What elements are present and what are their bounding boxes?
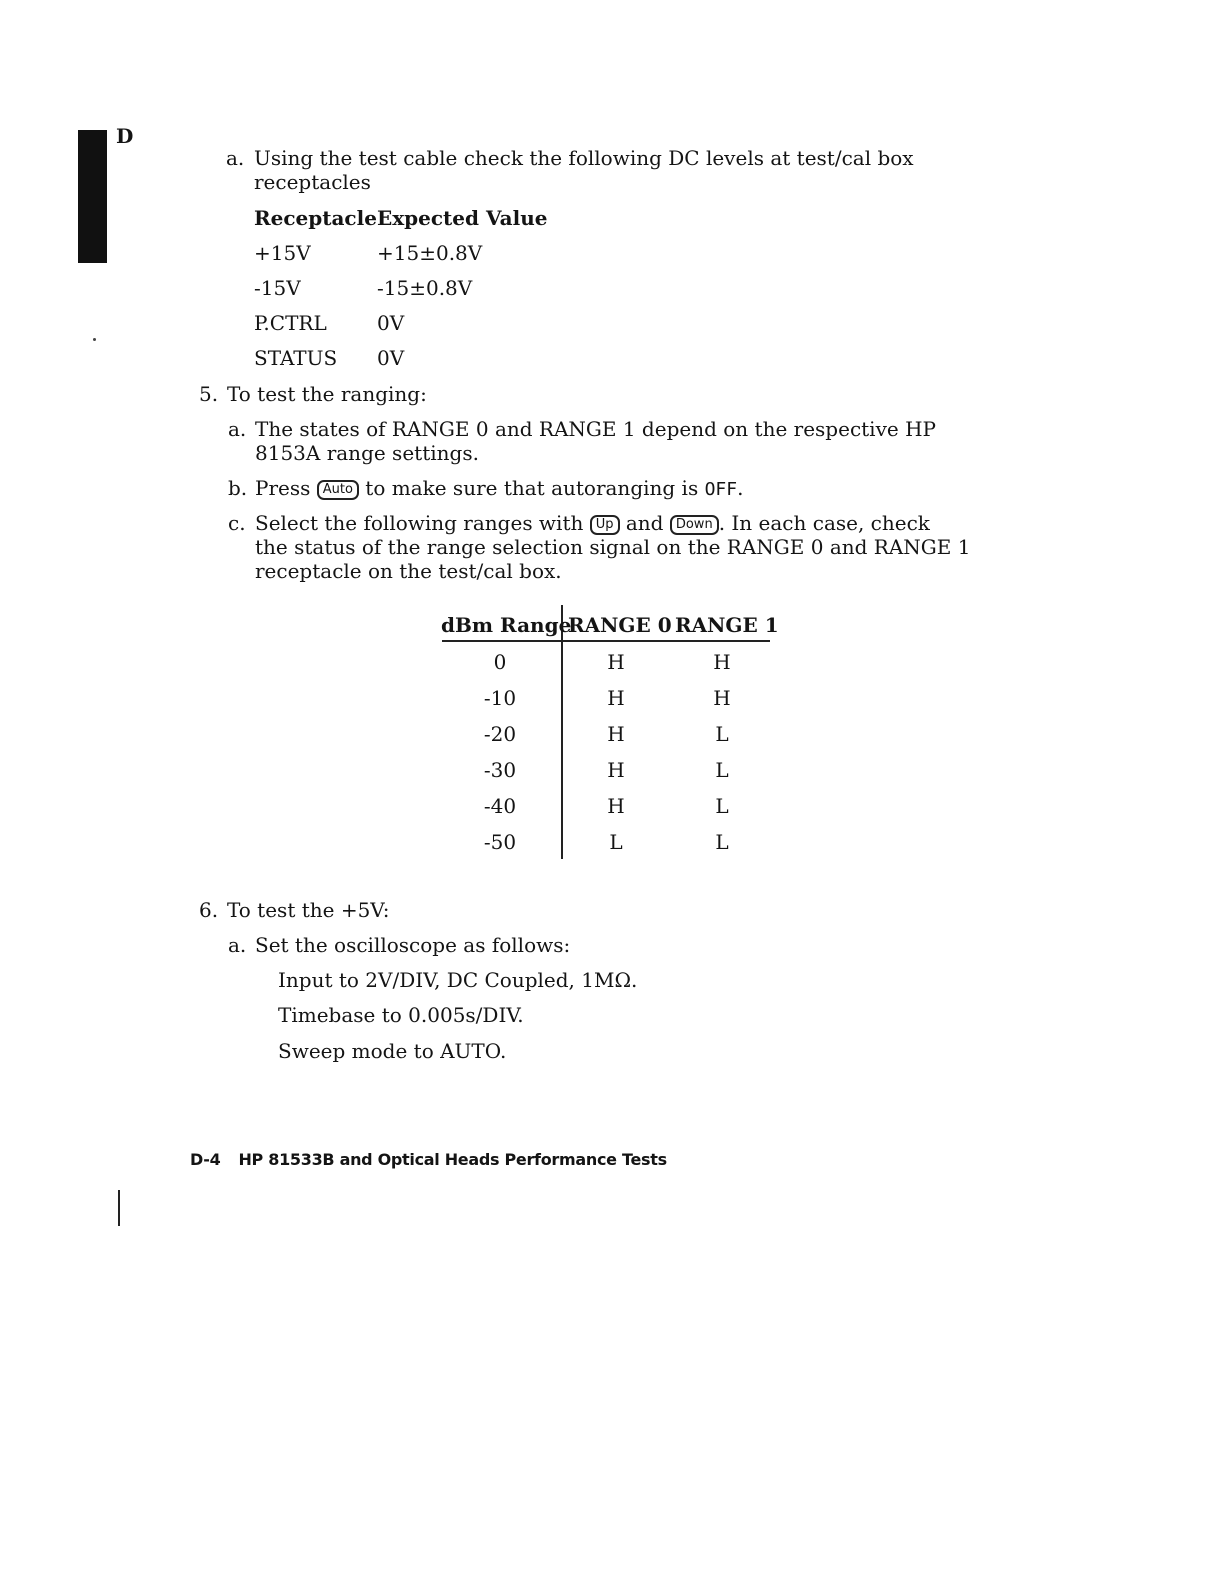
step5b-post: to make sure that autoranging is bbox=[365, 476, 699, 500]
section-tab-bar bbox=[78, 130, 107, 263]
levels-cell: P.CTRL bbox=[254, 311, 327, 335]
step5c-line1 bbox=[255, 511, 930, 535]
step5c-line3: receptacle on the test/cal box. bbox=[255, 559, 562, 583]
step5b-line bbox=[255, 476, 743, 500]
range-cell: -10 bbox=[483, 686, 517, 710]
section-tab-letter: D bbox=[116, 124, 134, 148]
page-number: D-4 bbox=[190, 1150, 221, 1169]
step6a-marker: a. bbox=[228, 933, 247, 957]
step5b-code: OFF bbox=[704, 479, 738, 500]
levels-cell: +15±0.8V bbox=[377, 241, 483, 265]
auto-key: Auto bbox=[317, 480, 359, 500]
step-a1-line2: receptacles bbox=[254, 170, 371, 194]
range-cell: H bbox=[607, 722, 625, 746]
scope-setting: Input to 2V/DIV, DC Coupled, 1MΩ. bbox=[278, 968, 638, 992]
step5b-pre: Press bbox=[255, 476, 311, 500]
step6-text: To test the +5V: bbox=[227, 898, 390, 922]
step5b-marker: b. bbox=[228, 476, 248, 500]
step5c-mid: and bbox=[625, 511, 664, 535]
page-footer bbox=[190, 1150, 667, 1169]
step5a-marker: a. bbox=[228, 417, 247, 441]
step5b-end: . bbox=[737, 476, 744, 500]
step5c-post: . In each case, check bbox=[718, 511, 930, 535]
step-a1-line1: Using the test cable check the following DC levels at test/cal box bbox=[254, 146, 914, 170]
range-cell: H bbox=[607, 650, 625, 674]
range-header-dbm: dBm Range bbox=[441, 613, 572, 637]
levels-cell: STATUS bbox=[254, 346, 338, 370]
step5-number: 5. bbox=[199, 382, 219, 406]
step6-number: 6. bbox=[199, 898, 219, 922]
down-key: Down bbox=[670, 515, 719, 535]
range-table-divider bbox=[561, 605, 563, 859]
range-cell: H bbox=[713, 686, 731, 710]
step-a1-marker: a. bbox=[226, 146, 245, 170]
range-header-range0: RANGE 0 bbox=[568, 613, 672, 637]
scope-setting: Timebase to 0.005s/DIV. bbox=[278, 1003, 524, 1027]
range-cell: H bbox=[713, 650, 731, 674]
levels-header-receptacle: Receptacle bbox=[254, 206, 377, 230]
levels-header-expected: Expected Value bbox=[377, 206, 548, 230]
range-header-range1: RANGE 1 bbox=[675, 613, 779, 637]
range-cell: -30 bbox=[483, 758, 517, 782]
levels-cell: 0V bbox=[377, 346, 405, 370]
range-table-rule bbox=[442, 640, 770, 642]
range-cell: -20 bbox=[483, 722, 517, 746]
step5c-pre: Select the following ranges with bbox=[255, 511, 584, 535]
range-cell: L bbox=[715, 722, 729, 746]
step5c-marker: c. bbox=[228, 511, 246, 535]
range-cell: -40 bbox=[483, 794, 517, 818]
range-cell: -50 bbox=[483, 830, 517, 854]
range-cell: 0 bbox=[493, 650, 507, 674]
scope-setting: Sweep mode to AUTO. bbox=[278, 1039, 507, 1063]
margin-mark bbox=[118, 1190, 120, 1226]
range-cell: H bbox=[607, 686, 625, 710]
range-cell: H bbox=[607, 758, 625, 782]
range-cell: L bbox=[715, 758, 729, 782]
levels-cell: -15±0.8V bbox=[377, 276, 473, 300]
levels-cell: -15V bbox=[254, 276, 301, 300]
step6a-text: Set the oscilloscope as follows: bbox=[255, 933, 571, 957]
range-cell: L bbox=[609, 830, 623, 854]
step5c-line2: the status of the range selection signal on the RANGE 0 and RANGE 1 bbox=[255, 535, 971, 559]
range-cell: L bbox=[715, 830, 729, 854]
scan-speck bbox=[93, 338, 96, 341]
footer-title: HP 81533B and Optical Heads Performance Tests bbox=[238, 1150, 667, 1169]
range-cell: H bbox=[607, 794, 625, 818]
up-key: Up bbox=[590, 515, 620, 535]
step5a-line2: 8153A range settings. bbox=[255, 441, 479, 465]
step5a-line1: The states of RANGE 0 and RANGE 1 depend on the respective HP bbox=[255, 417, 936, 441]
range-cell: L bbox=[715, 794, 729, 818]
levels-cell: +15V bbox=[254, 241, 311, 265]
levels-cell: 0V bbox=[377, 311, 405, 335]
step5-text: To test the ranging: bbox=[227, 382, 427, 406]
